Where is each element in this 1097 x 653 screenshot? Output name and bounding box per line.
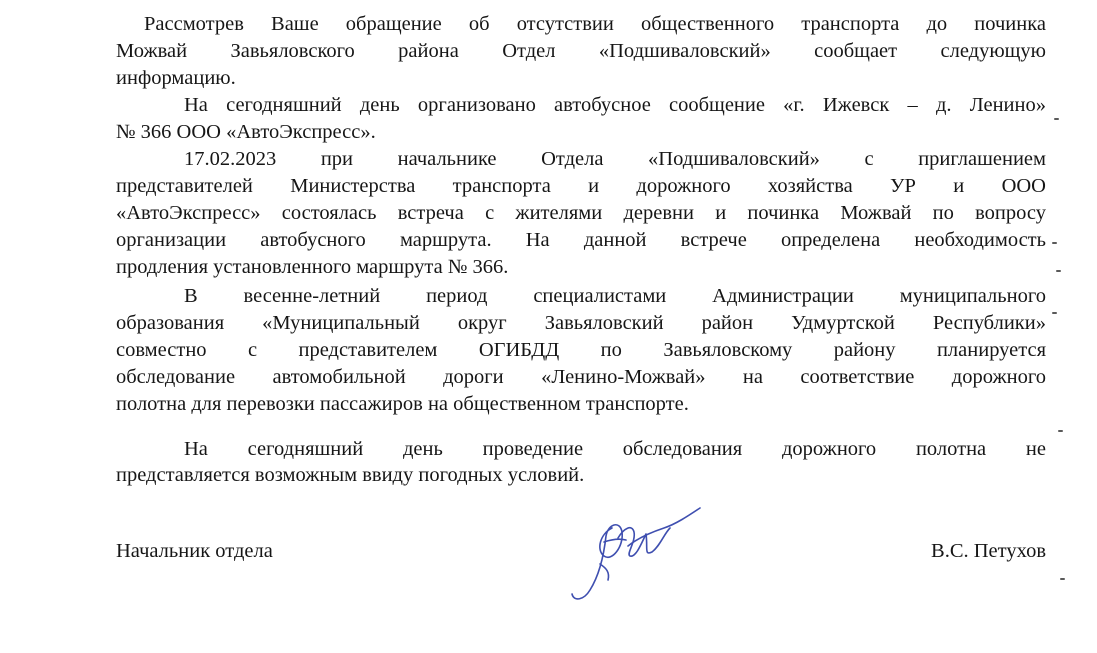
letter-line: Можвай Завьяловского района Отдел «Подшиваловский» сообщает следующую xyxy=(116,40,1046,62)
letter-line: На сегодняшний день организовано автобусное сообщение «г. Ижевск – д. Ленино» xyxy=(184,94,1046,116)
position-title: Начальник отдела xyxy=(116,540,273,562)
scan-speck xyxy=(1052,312,1057,314)
letter-line: совместно с представителем ОГИБДД по Завьяловскому району планируется xyxy=(116,339,1046,361)
scan-speck xyxy=(1060,578,1065,580)
signer-name: В.С. Петухов xyxy=(931,540,1046,562)
letter-line: 17.02.2023 при начальнике Отдела «Подшиваловский» с приглашением xyxy=(184,148,1046,170)
letter-line: обследование автомобильной дороги «Ленино-Можвай» на соответствие дорожного xyxy=(116,366,1046,388)
letter-line: образования «Муниципальный округ Завьяловский район Удмуртской Республики» xyxy=(116,312,1046,334)
scan-speck xyxy=(1054,118,1059,120)
letter-line: На сегодняшний день проведение обследования дорожного полотна не xyxy=(184,438,1046,460)
letter-line: № 366 ООО «АвтоЭкспресс». xyxy=(116,121,376,143)
handwritten-signature xyxy=(560,498,710,610)
letter-line: Рассмотрев Ваше обращение об отсутствии общественного транспорта до починка xyxy=(144,13,1046,35)
letter-line: «АвтоЭкспресс» состоялась встреча с жителями деревни и починка Можвай по вопросу xyxy=(116,202,1046,224)
letter-line: В весенне-летний период специалистами Администрации муниципального xyxy=(184,285,1046,307)
letter-line: представляется возможным ввиду погодных условий. xyxy=(116,464,585,486)
letter-line: представителей Министерства транспорта и дорожного хозяйства УР и ООО xyxy=(116,175,1046,197)
scan-speck xyxy=(1052,242,1057,244)
letter-line: полотна для перевозки пассажиров на общественном транспорте. xyxy=(116,393,689,415)
letter-line: организации автобусного маршрута. На данной встрече определена необходимость xyxy=(116,229,1046,251)
scan-speck xyxy=(1056,270,1061,272)
letter-line: продления установленного маршрута № 366. xyxy=(116,256,509,278)
scan-speck xyxy=(1058,430,1063,432)
letter-line: информацию. xyxy=(116,67,236,89)
